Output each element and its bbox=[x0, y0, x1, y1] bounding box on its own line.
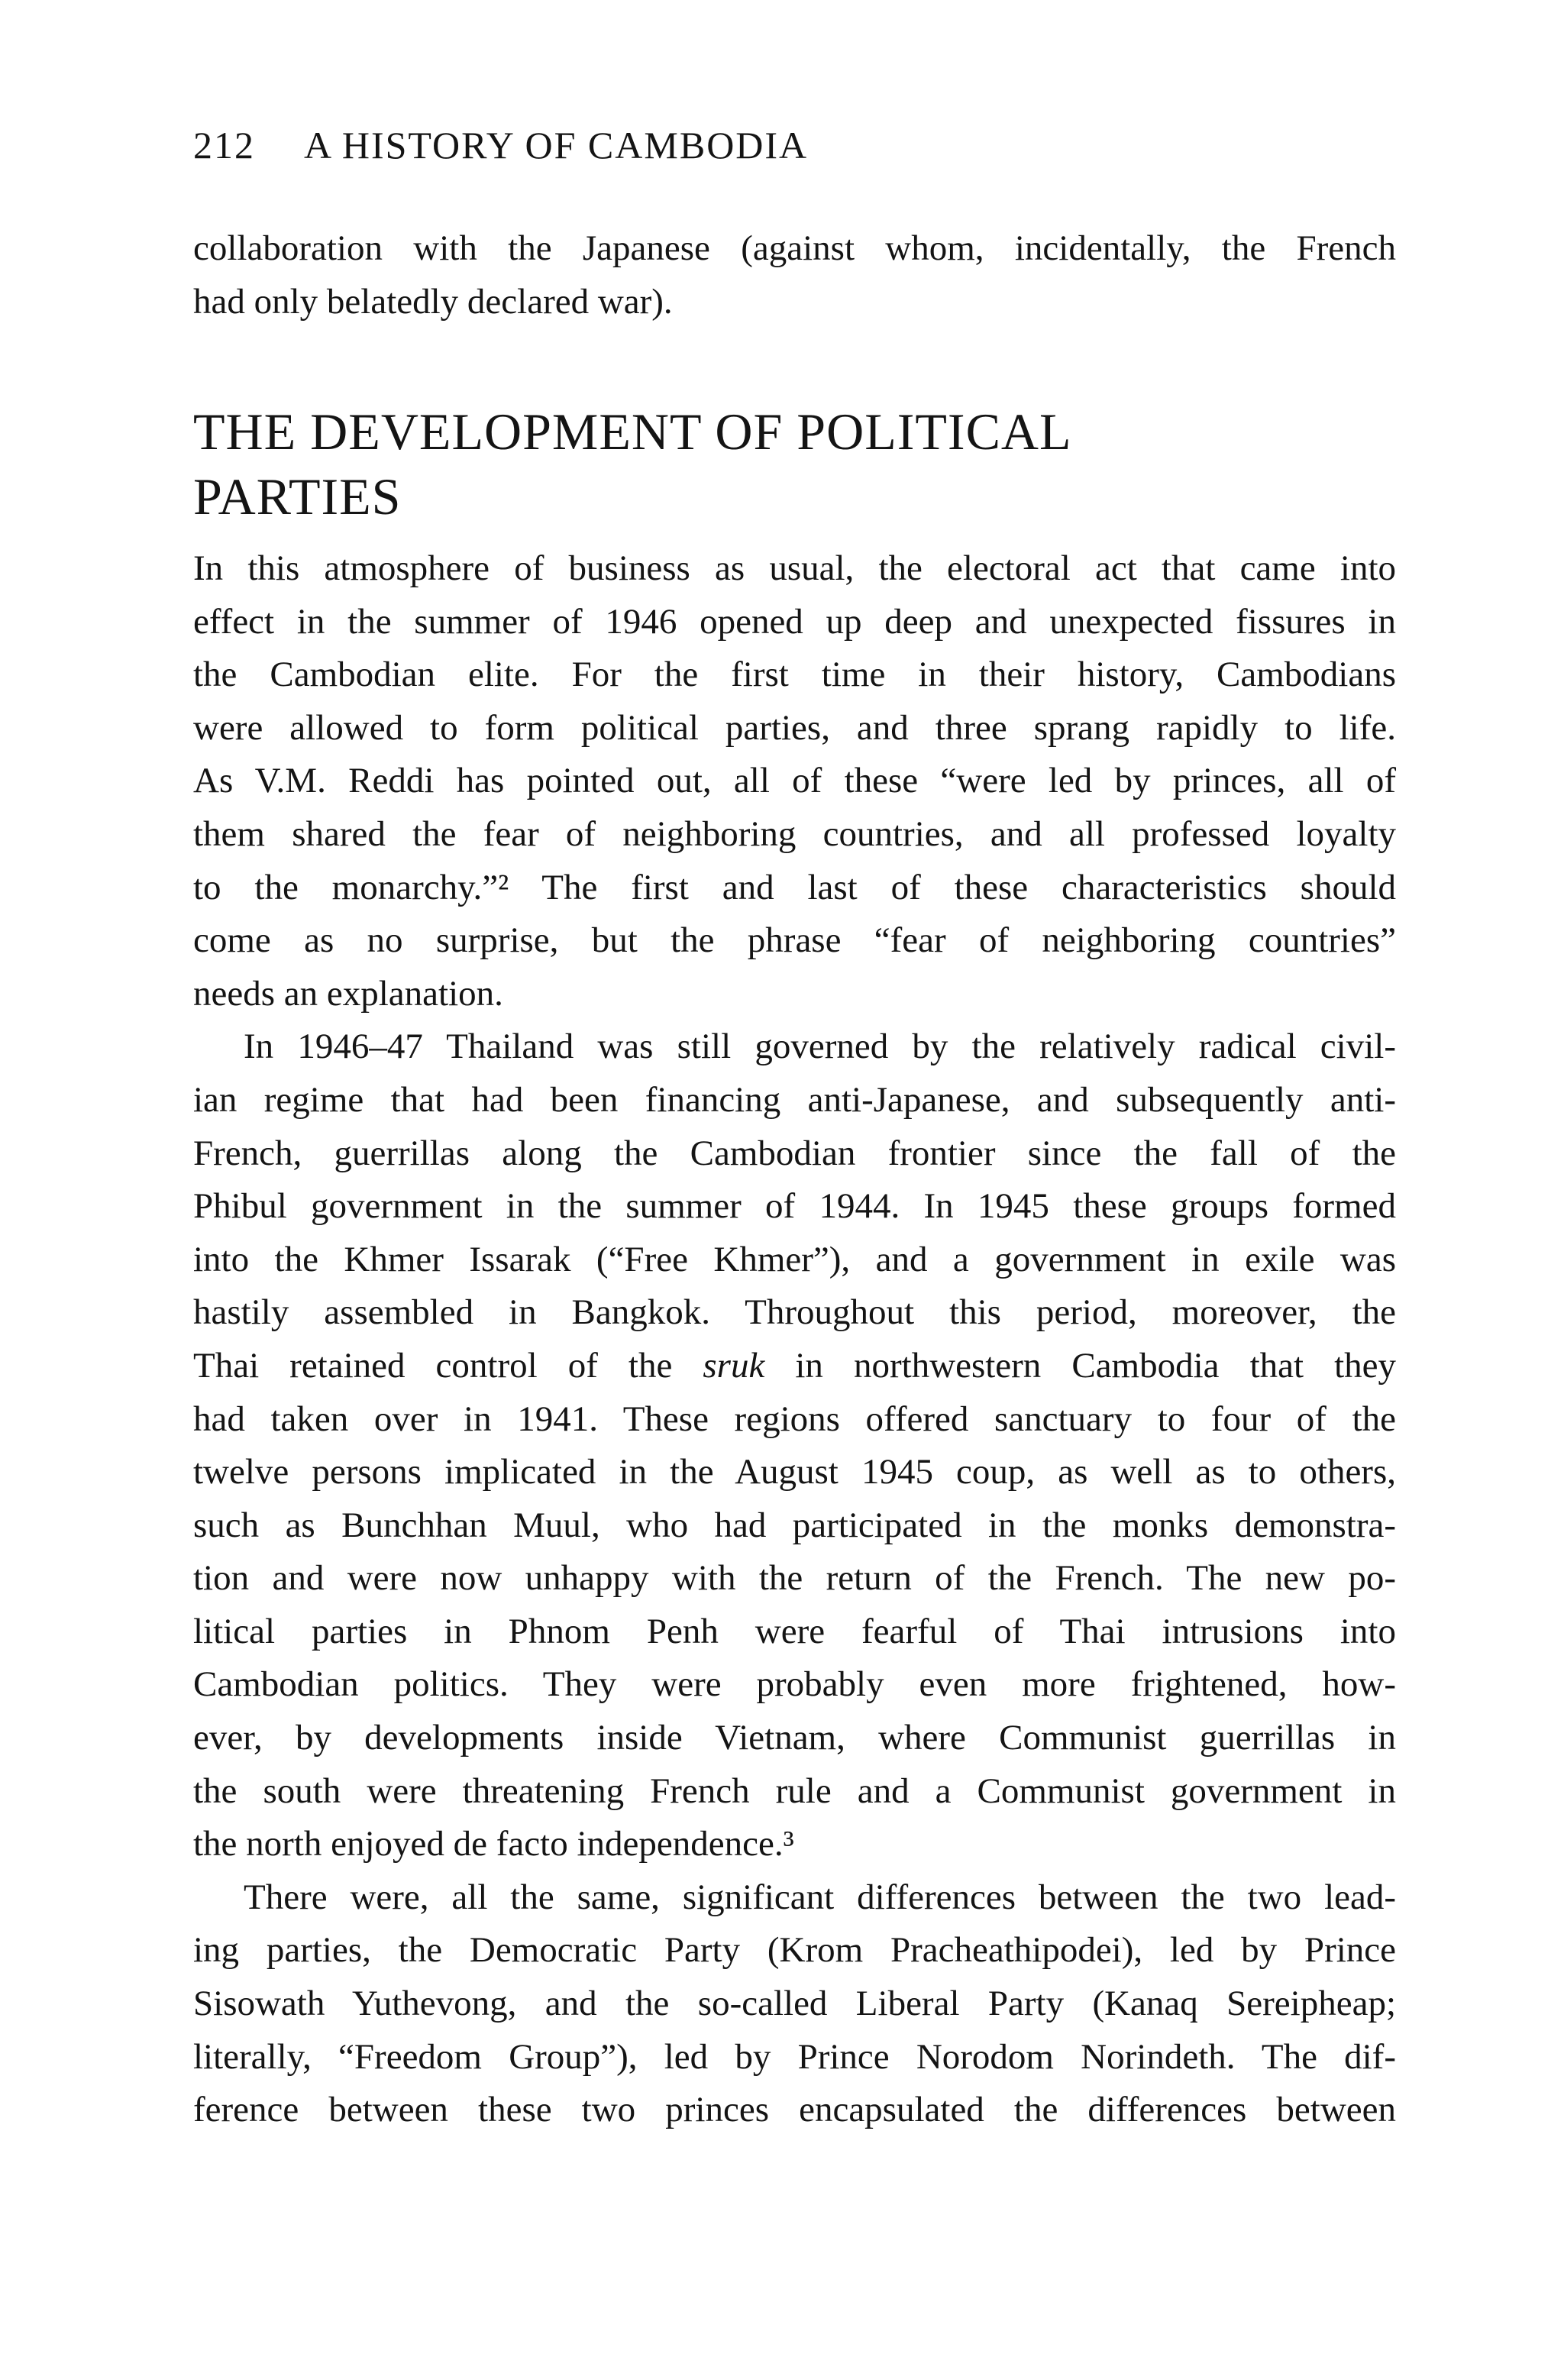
heading-line: PARTIES bbox=[193, 467, 402, 525]
text-line: had only belatedly declared war). bbox=[193, 281, 673, 322]
text-line: Cambodian politics. They were probably even more frightened, how- bbox=[193, 1664, 1396, 1705]
text-line: ing parties, the Democratic Party (Krom Pracheathipodei), led by Prince bbox=[193, 1930, 1396, 1971]
text-line: ference between these two princes encapsulated the differences between bbox=[193, 2090, 1396, 2130]
text-line: literally, “Freedom Group”), led by Prince Norodom Norindeth. The dif- bbox=[193, 2036, 1396, 2077]
text-line: hastily assembled in Bangkok. Throughout this period, moreover, the bbox=[193, 1292, 1396, 1333]
text-line: the south were threatening French rule and a Communist government in bbox=[193, 1770, 1396, 1811]
text-line: needs an explanation. bbox=[193, 973, 503, 1014]
text-line: come as no surprise, but the phrase “fear of neighboring countries” bbox=[193, 920, 1396, 961]
text-line: twelve persons implicated in the August 1945 coup, as well as to others, bbox=[193, 1452, 1396, 1492]
text-line: ever, by developments inside Vietnam, where Communist guerrillas in bbox=[193, 1718, 1396, 1758]
paragraph bbox=[193, 542, 1396, 1020]
text-line: such as Bunchhan Muul, who had participated in the monks demonstra- bbox=[193, 1505, 1396, 1545]
text-line: There were, all the same, significant differences between the two lead- bbox=[244, 1877, 1396, 1917]
text-line bbox=[193, 1340, 1396, 1393]
text-line: the north enjoyed de facto independence.³ bbox=[193, 1824, 794, 1864]
running-title: A HISTORY OF CAMBODIA bbox=[304, 124, 809, 167]
text-line: the Cambodian elite. For the first time in their history, Cambodians bbox=[193, 655, 1396, 695]
text-line: were allowed to form political parties, and three sprang rapidly to life. bbox=[193, 707, 1396, 748]
text-line: tion and were now unhappy with the return of the French. The new po- bbox=[193, 1558, 1396, 1599]
section-heading bbox=[193, 399, 1396, 529]
text-line: As V.M. Reddi has pointed out, all of these “were led by princes, all of bbox=[193, 761, 1396, 801]
paragraph bbox=[193, 1871, 1396, 2137]
text-line: had taken over in 1941. These regions offered sanctuary to four of the bbox=[193, 1399, 1396, 1439]
text-line: litical parties in Phnom Penh were fearful of Thai intrusions into bbox=[193, 1611, 1396, 1651]
text-line: French, guerrillas along the Cambodian frontier since the fall of the bbox=[193, 1133, 1396, 1173]
paragraph bbox=[193, 1020, 1396, 1871]
italic-term: sruk bbox=[703, 1345, 765, 1386]
text-line: In 1946–47 Thailand was still governed by the relatively radical civil- bbox=[244, 1027, 1396, 1067]
text-line: to the monarchy.”² The first and last of these characteristics should bbox=[193, 867, 1396, 907]
text-line: into the Khmer Issarak (“Free Khmer”), and a government in exile was bbox=[193, 1239, 1396, 1279]
text-line: Sisowath Yuthevong, and the so-called Liberal Party (Kanaq Sereipheap; bbox=[193, 1984, 1396, 2024]
running-header bbox=[193, 124, 1396, 167]
text-line: Phibul government in the summer of 1944. In 1945 these groups formed bbox=[193, 1186, 1396, 1227]
heading-line: THE DEVELOPMENT OF POLITICAL bbox=[193, 403, 1072, 461]
text-line: ian regime that had been financing anti-Japanese, and subsequently anti- bbox=[193, 1079, 1396, 1120]
intro-paragraph bbox=[193, 222, 1396, 328]
text-segment: Thai retained control of the bbox=[193, 1345, 703, 1386]
text-line: collaboration with the Japanese (against whom, incidentally, the French bbox=[193, 228, 1396, 268]
text-line: In this atmosphere of business as usual, the electoral act that came into bbox=[193, 548, 1396, 588]
text-line: them shared the fear of neighboring countries, and all professed loyalty bbox=[193, 813, 1396, 854]
body-text bbox=[193, 542, 1396, 2137]
text-line: effect in the summer of 1946 opened up deep and unexpected fissures in bbox=[193, 601, 1396, 642]
text-segment: in northwestern Cambodia that they bbox=[764, 1345, 1396, 1386]
page-number: 212 bbox=[193, 124, 255, 167]
